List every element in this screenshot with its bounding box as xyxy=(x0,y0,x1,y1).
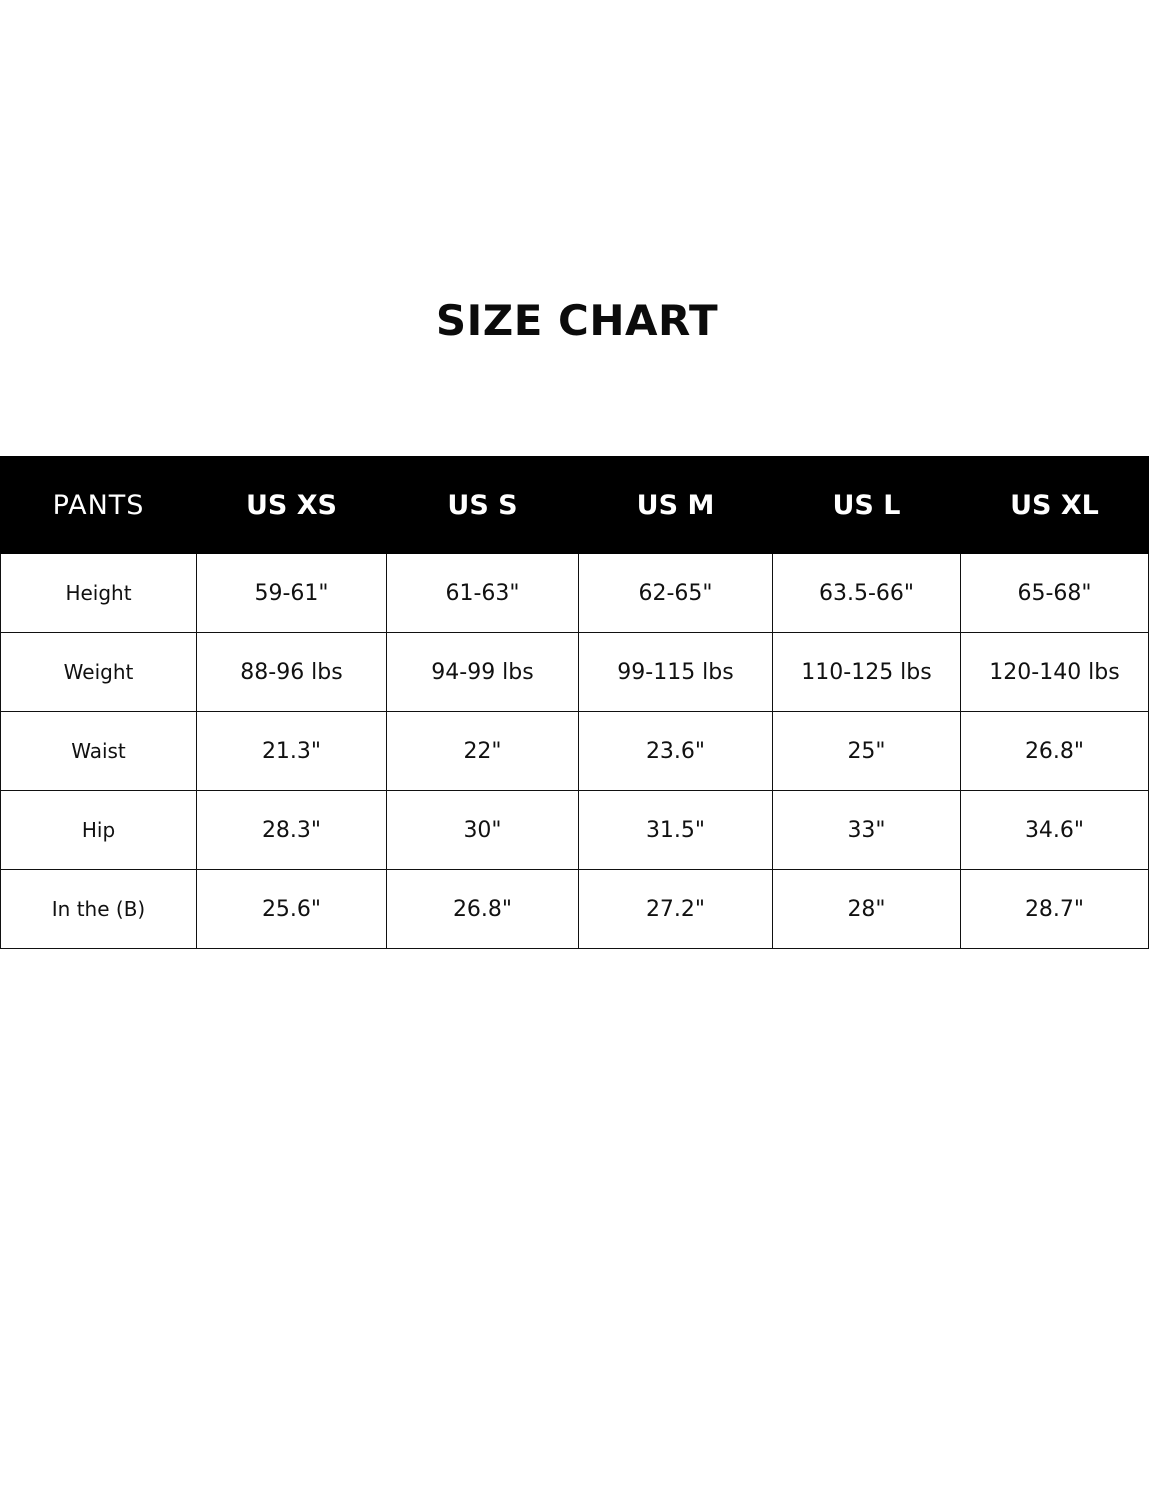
cell-waist-us-s: 22" xyxy=(387,712,579,791)
row-label-hip: Hip xyxy=(1,791,197,870)
cell-weight-us-m: 99-115 lbs xyxy=(579,633,773,712)
table-row xyxy=(1,554,1149,633)
cell-height-us-xs: 59-61" xyxy=(197,554,387,633)
column-header-pants: PANTS xyxy=(1,457,197,554)
cell-in-the-b-us-s: 26.8" xyxy=(387,870,579,949)
cell-waist-us-m: 23.6" xyxy=(579,712,773,791)
cell-weight-us-s: 94-99 lbs xyxy=(387,633,579,712)
row-label-weight: Weight xyxy=(1,633,197,712)
column-header-us-xl: US XL xyxy=(961,457,1149,554)
cell-in-the-b-us-xl: 28.7" xyxy=(961,870,1149,949)
cell-waist-us-xl: 26.8" xyxy=(961,712,1149,791)
row-label-height: Height xyxy=(1,554,197,633)
cell-weight-us-l: 110-125 lbs xyxy=(773,633,961,712)
cell-in-the-b-us-m: 27.2" xyxy=(579,870,773,949)
cell-in-the-b-us-xs: 25.6" xyxy=(197,870,387,949)
cell-height-us-s: 61-63" xyxy=(387,554,579,633)
column-header-us-s: US S xyxy=(387,457,579,554)
table-row xyxy=(1,633,1149,712)
column-header-us-xs: US XS xyxy=(197,457,387,554)
cell-waist-us-l: 25" xyxy=(773,712,961,791)
column-header-us-m: US M xyxy=(579,457,773,554)
row-label-in-the-b: In the (B) xyxy=(1,870,197,949)
cell-height-us-xl: 65-68" xyxy=(961,554,1149,633)
cell-height-us-m: 62-65" xyxy=(579,554,773,633)
row-label-waist: Waist xyxy=(1,712,197,791)
cell-hip-us-l: 33" xyxy=(773,791,961,870)
size-chart-table xyxy=(0,456,1149,949)
cell-hip-us-s: 30" xyxy=(387,791,579,870)
size-chart-table-container xyxy=(0,456,1154,949)
cell-waist-us-xs: 21.3" xyxy=(197,712,387,791)
cell-weight-us-xl: 120-140 lbs xyxy=(961,633,1149,712)
cell-hip-us-xl: 34.6" xyxy=(961,791,1149,870)
cell-in-the-b-us-l: 28" xyxy=(773,870,961,949)
cell-hip-us-xs: 28.3" xyxy=(197,791,387,870)
table-body xyxy=(1,554,1149,949)
table-header xyxy=(1,457,1149,554)
cell-height-us-l: 63.5-66" xyxy=(773,554,961,633)
cell-weight-us-xs: 88-96 lbs xyxy=(197,633,387,712)
table-row xyxy=(1,791,1149,870)
table-header-row xyxy=(1,457,1149,554)
page-title: SIZE CHART xyxy=(435,296,719,345)
cell-hip-us-m: 31.5" xyxy=(579,791,773,870)
column-header-us-l: US L xyxy=(773,457,961,554)
table-row xyxy=(1,870,1149,949)
table-row xyxy=(1,712,1149,791)
